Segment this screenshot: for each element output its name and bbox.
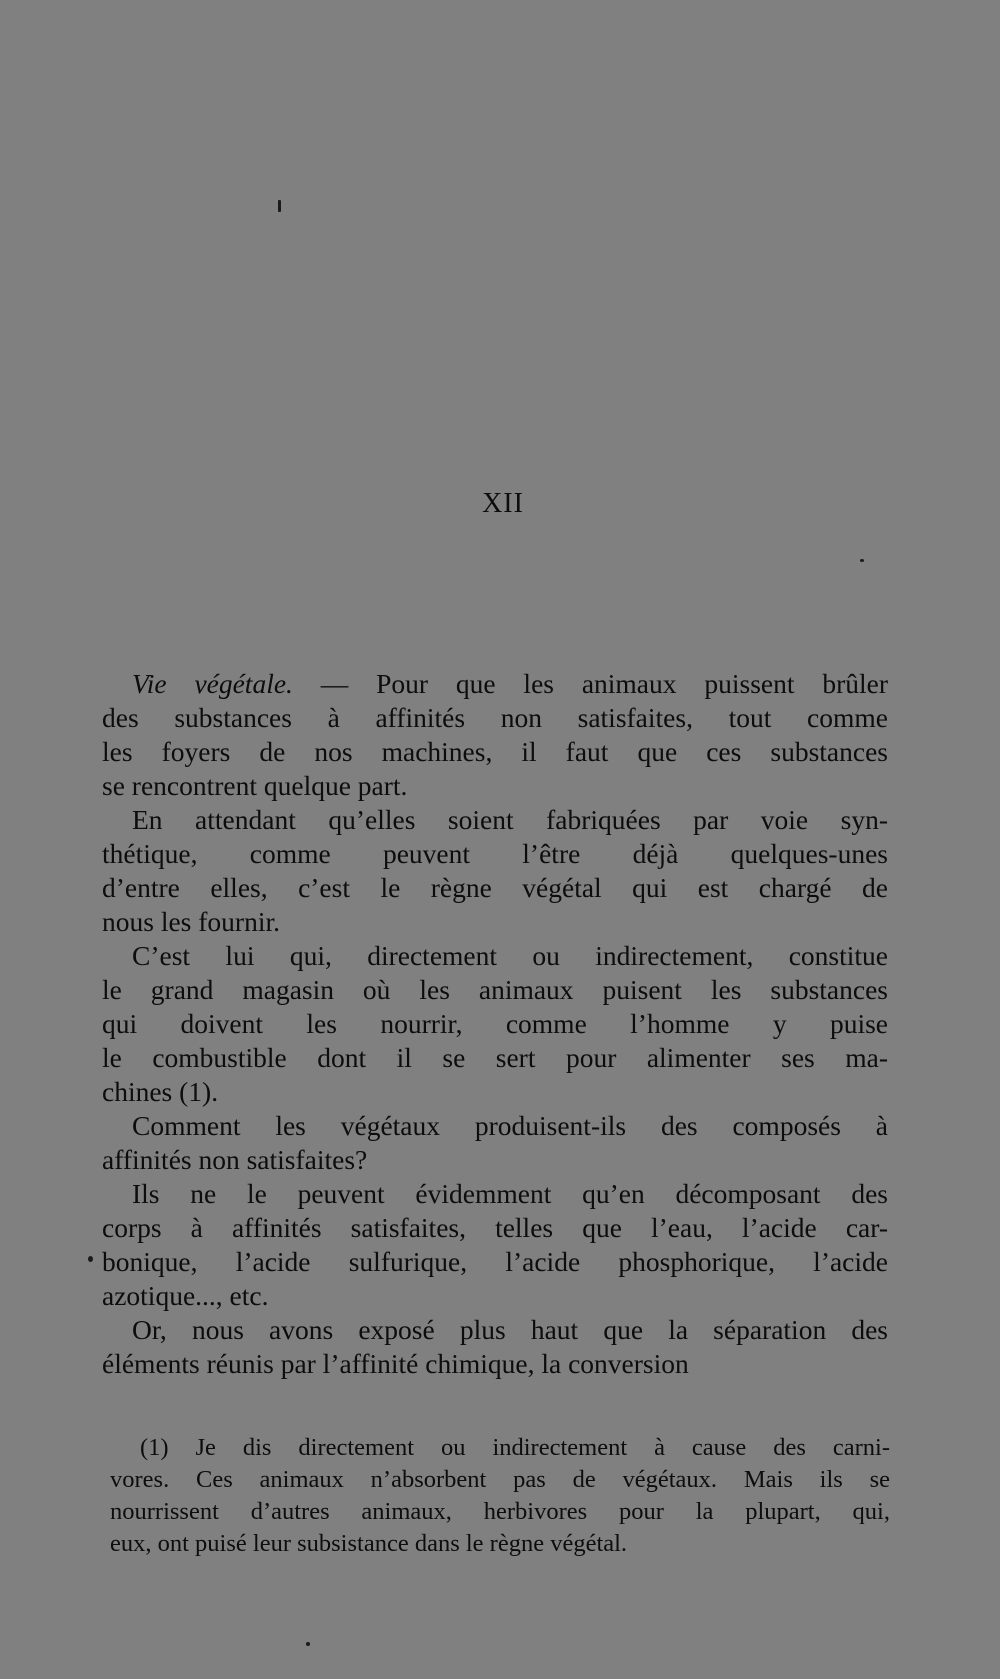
body-text xyxy=(102,667,888,1381)
scan-speck xyxy=(88,1256,93,1262)
text-line: Or, nous avons exposé plus haut que la séparation des xyxy=(132,1314,888,1345)
text-line: les foyers de nos machines, il faut que ces substances xyxy=(102,736,888,767)
section-heading: Vie végétale. xyxy=(132,668,293,699)
scan-speck xyxy=(860,559,864,562)
footnote-line: eux, ont puisé leur subsistance dans le règne végétal. xyxy=(110,1530,628,1557)
footnote xyxy=(110,1432,890,1560)
text-line: Comment les végétaux produisent-ils des composés à xyxy=(132,1110,888,1141)
text-line: le combustible dont il se sert pour alimenter ses ma- xyxy=(102,1042,888,1073)
footnote-line: (1) Je dis directement ou indirectement à cause des carni- xyxy=(140,1434,890,1461)
text-line: thétique, comme peuvent l’être déjà quelques-unes xyxy=(102,838,888,869)
text-line: azotique..., etc. xyxy=(102,1280,269,1311)
text-line: le grand magasin où les animaux puisent les substances xyxy=(102,974,888,1005)
footnote-line: nourrissent d’autres animaux, herbivores pour la plupart, qui, xyxy=(110,1498,890,1525)
text-line: C’est lui qui, directement ou indirectement, constitue xyxy=(132,940,888,971)
text-line: chines (1). xyxy=(102,1076,219,1107)
text-line: Ils ne le peuvent évidemment qu’en décomposant des xyxy=(132,1178,888,1209)
text-line: affinités non satisfaites? xyxy=(102,1144,368,1175)
text-line: En attendant qu’elles soient fabriquées par voie syn- xyxy=(132,804,888,835)
text-line: éléments réunis par l’affinité chimique, la conversion xyxy=(102,1348,689,1379)
text-line: nous les fournir. xyxy=(102,906,280,937)
text-line: Vie végétale. — Pour que les animaux puissent brûler xyxy=(132,668,888,699)
scan-speck xyxy=(306,1642,310,1646)
text-line: corps à affinités satisfaites, telles que l’eau, l’acide car- xyxy=(102,1212,888,1243)
text-line: qui doivent les nourrir, comme l’homme y puise xyxy=(102,1008,888,1039)
text-line: des substances à affinités non satisfaites, tout comme xyxy=(102,702,888,733)
footnote-line: vores. Ces animaux n’absorbent pas de végétaux. Mais ils se xyxy=(110,1466,890,1493)
scan-speck xyxy=(278,200,281,212)
text-line: bonique, l’acide sulfurique, l’acide phosphorique, l’acide xyxy=(102,1246,888,1277)
text-line: d’entre elles, c’est le règne végétal qui est chargé de xyxy=(102,872,888,903)
page-number: XII xyxy=(482,488,524,519)
text-line: se rencontrent quelque part. xyxy=(102,770,408,801)
